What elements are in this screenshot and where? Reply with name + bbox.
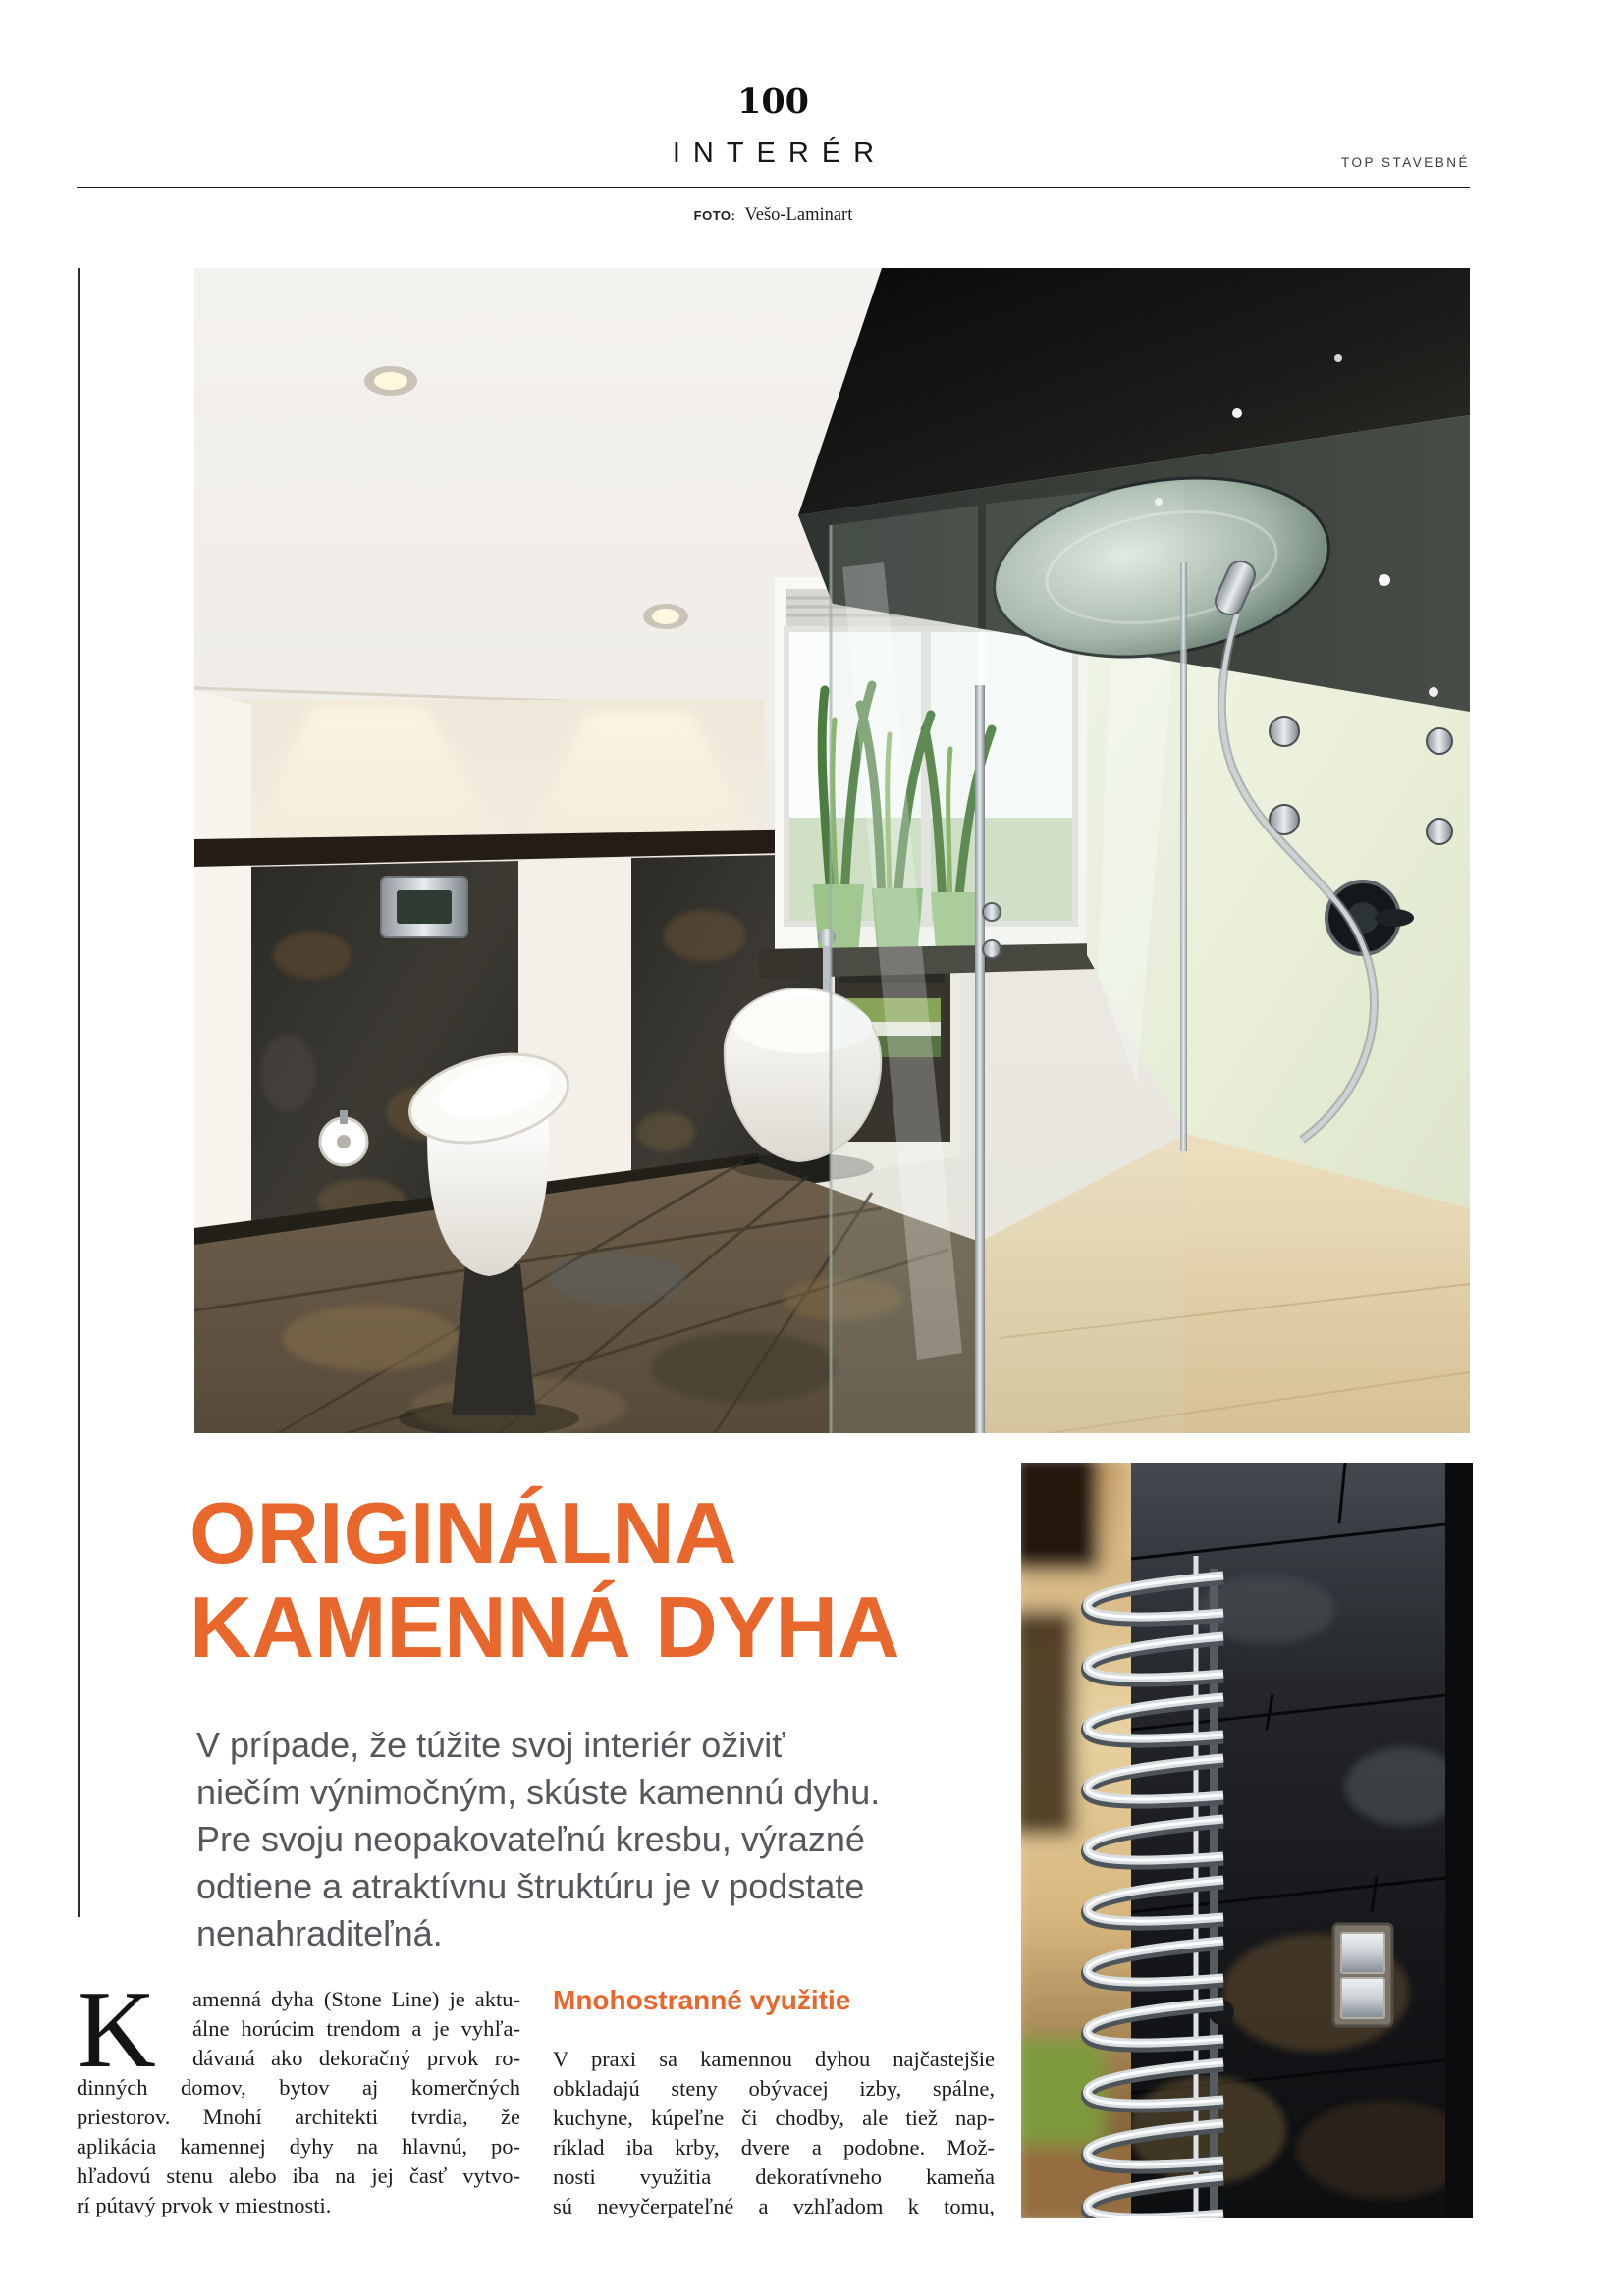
article-headline — [189, 1486, 1034, 1675]
text-line: rí pútavý prvok v miestnosti. — [77, 2193, 332, 2217]
section-title: INTERÉR — [672, 137, 888, 169]
article-right-column — [553, 1985, 995, 2221]
text-line: Pre svoju neopakovateľnú kresbu, výrazné — [196, 1819, 865, 1859]
text-line: V prípade, že túžite svoj interiér oživiť — [196, 1725, 785, 1765]
door-handle — [983, 903, 1001, 921]
right-column-text — [553, 2045, 995, 2221]
lead-paragraph — [196, 1722, 1011, 1957]
main-photo-illustration — [194, 268, 1470, 1433]
text-line: hľadovú stenu alebo iba na jej časť vytvo- — [77, 2163, 520, 2188]
photo-credit-label: FOTO: — [693, 208, 736, 223]
text-line: V praxi sa kamennou dyhou najčastejšie — [553, 2047, 995, 2071]
text-line: amenná dyha (Stone Line) je aktu- — [192, 1987, 520, 2011]
text-line: niečím výnimočným, skúste kamennú dyhu. — [196, 1772, 881, 1812]
drop-cap: K — [77, 1969, 156, 2091]
text-line: odtiene a atraktívnu štruktúru je v podstate — [196, 1866, 865, 1906]
text-line: obkladajú steny obývacej izby, spálne, — [553, 2076, 995, 2101]
text-line: priestorov. Mnohí architekti tvrdia, že — [77, 2105, 520, 2129]
text-line: nenahraditeľná. — [196, 1913, 443, 1953]
article-subheading: Mnohostranné využitie — [553, 1985, 851, 2015]
magazine-title: TOP STAVEBNÉ — [1340, 155, 1470, 170]
text-line: dinných domov, bytov aj komerčných — [77, 2075, 520, 2100]
photo-credit-value: Vešo-Laminart — [744, 205, 853, 225]
photo-credit — [77, 205, 1470, 226]
text-line: álne horúcim trendom a je vyhľa- — [192, 2016, 520, 2041]
left-vertical-rule — [78, 268, 80, 1917]
page-number: 100 — [736, 81, 810, 122]
side-photo-illustration — [1021, 1463, 1473, 2218]
article-left-column — [77, 1969, 520, 2220]
text-line: KAMENNÁ DYHA — [189, 1578, 900, 1676]
header-rule — [77, 187, 1470, 188]
shower-glass — [831, 482, 1187, 1433]
text-line: dávaná ako dekoračný prvok ro- — [192, 2046, 520, 2070]
text-line: sú nevyčerpateľné a vzhľadom k tomu, — [553, 2194, 995, 2218]
text-line: aplikácia kamennej dyhy na hlavnú, po- — [77, 2134, 520, 2159]
text-line: ORIGINÁLNA — [189, 1484, 737, 1581]
text-line: nosti využitia dekoratívneho kameňa — [553, 2164, 995, 2189]
text-line: ríklad iba krby, dvere a podobne. Mož- — [553, 2135, 995, 2160]
text-line: kuchyne, kúpeľne či chodby, ale tiež nap- — [553, 2106, 995, 2130]
side-photo-stone-wall — [1021, 1463, 1473, 2218]
light-switch — [1333, 1924, 1392, 2026]
main-photo-bathroom — [194, 268, 1470, 1433]
